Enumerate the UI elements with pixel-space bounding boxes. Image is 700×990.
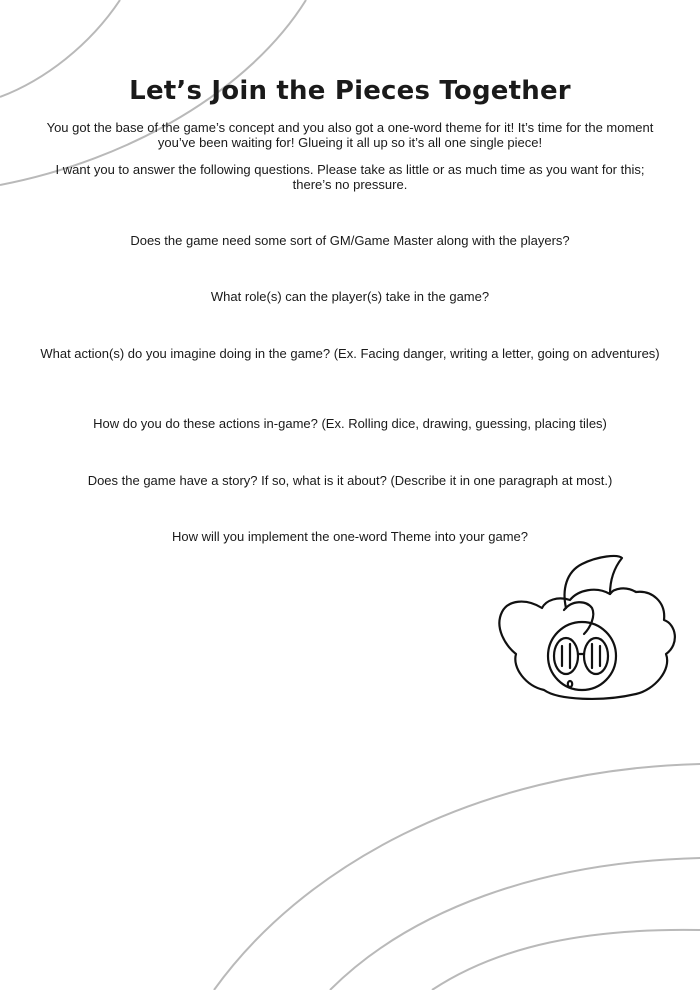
bottom-right-arc-inner: [432, 930, 700, 990]
bottom-right-arc-middle: [330, 858, 700, 990]
question-game-master: Does the game need some sort of GM/Game Master along with the players?: [130, 233, 570, 248]
intro-paragraph-1: You got the base of the game’s concept and you also got a one-word theme for it! It’s time for the moment you’ve been waiting for! Glueing it all up so it’s all one single piece!: [46, 120, 654, 150]
mascot-character-icon: [486, 550, 682, 706]
question-actions: What action(s) do you imagine doing in the game? (Ex. Facing danger, writing a letter, going on adventures): [40, 346, 660, 361]
question-story: Does the game have a story? If so, what is it about? (Describe it in one paragraph at most.): [87, 473, 613, 488]
question-theme: How will you implement the one-word Theme into your game?: [172, 529, 528, 544]
intro-paragraph-2: I want you to answer the following questions. Please take as little or as much time as you want for this; there’s no pressure.: [55, 162, 645, 192]
question-action-mechanics: How do you do these actions in-game? (Ex. Rolling dice, drawing, guessing, placing tiles): [93, 416, 607, 431]
page-title: Let’s Join the Pieces Together: [129, 76, 571, 106]
question-player-roles: What role(s) can the player(s) take in the game?: [210, 289, 490, 304]
bottom-right-arc-outer: [214, 764, 700, 990]
